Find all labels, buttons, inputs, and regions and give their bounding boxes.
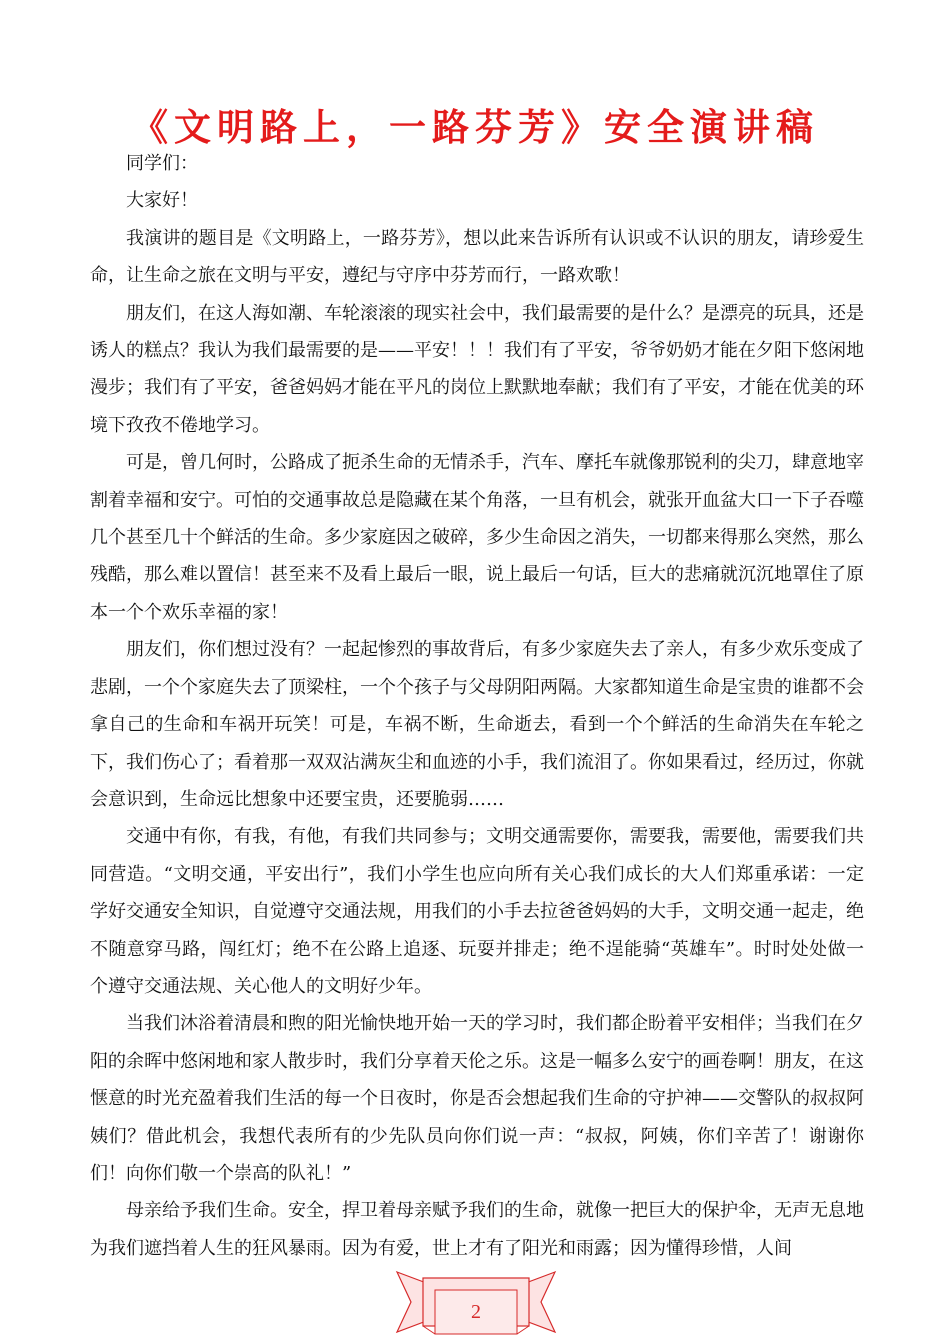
page-footer: [395, 1262, 557, 1344]
paragraph-8: 当我们沐浴着清晨和煦的阳光愉快地开始一天的学习时，我们都企盼着平安相伴；当我们在夕阳的余晖中悠闲地和家人散步时，我们分享着天伦之乐。这是一幅多么安宁的画卷啊！朋友，在这惬意的时光充盈着我们生活的每一个日夜时，你是否会想起我们生命的守护神——交警队的叔叔阿姨们？借此机会，我想代表所有的少先队员向你们说一声：“叔叔，阿姨，你们辛苦了！谢谢你们！向你们敬一个崇高的队礼！”: [90, 1013, 864, 1184]
paragraph-3: 我演讲的题目是《文明路上，一路芬芳》，想以此来告诉所有认识或不认识的朋友，请珍爱生命，让生命之旅在文明与平安，遵纪与守序中芬芳而行，一路欢歌！: [90, 227, 864, 287]
page-number: 2: [471, 1301, 481, 1323]
paragraph-7: 交通中有你，有我，有他，有我们共同参与；文明交通需要你，需要我，需要他，需要我们共同营造。“文明交通，平安出行”，我们小学生也应向所有关心我们成长的大人们郑重承诺：一定学好交通安全知识，自觉遵守交通法规，用我们的小手去拉爸爸妈妈的大手，文明交通一起走，绝不随意穿马路，闯红灯；绝不在公路上追逐、玩耍并排走；绝不逞能骑“英雄车”。时时处处做一个遵守交通法规、关心他人的文明好少年。: [90, 826, 864, 997]
paragraph-5: 可是，曾几何时，公路成了扼杀生命的无情杀手，汽车、摩托车就像那锐利的尖刀，肆意地宰割着幸福和安宁。可怕的交通事故总是隐藏在某个角落，一旦有机会，就张开血盆大口一下子吞噬几个甚至几十个鲜活的生命。多少家庭因之破碎，多少生命因之消失，一切都来得那么突然，那么残酷，那么难以置信！甚至来不及看上最后一眼，说上最后一句话，巨大的悲痛就沉沉地罩住了原本一个个欢乐幸福的家！: [90, 452, 864, 623]
paragraph-4: 朋友们，在这人海如潮、车轮滚滚的现实社会中，我们最需要的是什么？是漂亮的玩具，还是诱人的糕点？我认为我们最需要的是——平安！！！我们有了平安，爷爷奶奶才能在夕阳下悠闲地漫步；我们有了平安，爸爸妈妈才能在平凡的岗位上默默地奉献；我们有了平安，才能在优美的环境下孜孜不倦地学习。: [90, 302, 864, 436]
paragraph-6: 朋友们，你们想过没有？一起起惨烈的事故背后，有多少家庭失去了亲人，有多少欢乐变成了悲剧，一个个家庭失去了顶梁柱，一个个孩子与父母阴阳两隔。大家都知道生命是宝贵的谁都不会拿自己的生命和车祸开玩笑！可是，车祸不断，生命逝去，看到一个个鲜活的生命消失在车轮之下，我们伤心了；看着那一双双沾满灰尘和血迹的小手，我们流泪了。你如果看过，经历过，你就会意识到，生命远比想象中还要宝贵，还要脆弱……: [90, 639, 864, 810]
document-title: 《文明路上，一路芬芳》安全演讲稿: [131, 106, 819, 149]
paragraph-2: 大家好！: [126, 190, 198, 212]
document-body: [90, 145, 864, 1267]
paragraph-1: 同学们：: [126, 153, 198, 174]
paragraph-9: 母亲给予我们生命。安全，捍卫着母亲赋予我们的生命，就像一把巨大的保护伞，无声无息地为我们遮挡着人生的狂风暴雨。因为有爱，世上才有了阳光和雨露；因为懂得珍惜，人间: [90, 1200, 864, 1259]
